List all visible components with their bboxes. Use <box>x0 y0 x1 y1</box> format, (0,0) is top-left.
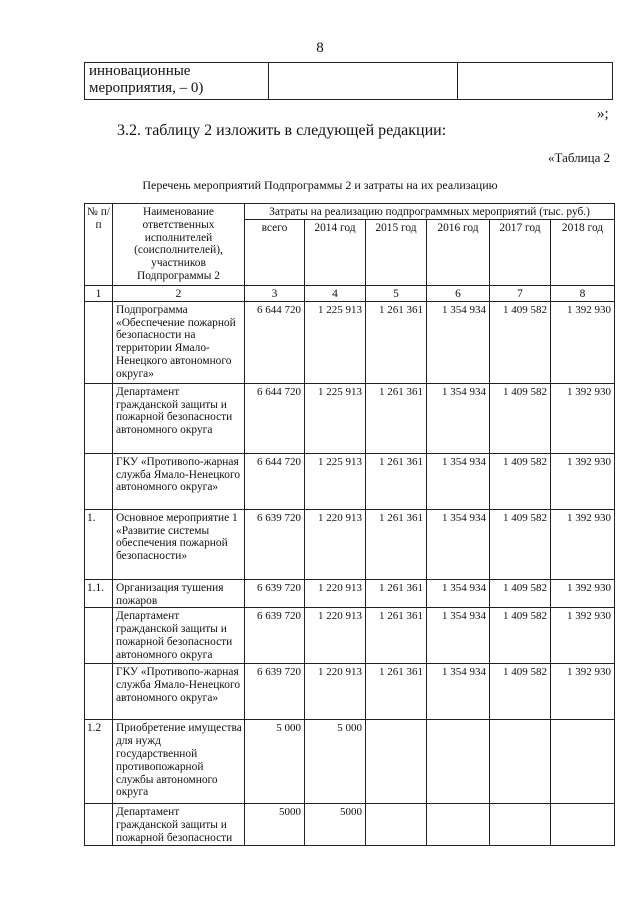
row-value: 5000 <box>305 804 366 845</box>
row-number <box>85 301 113 383</box>
col-number: 8 <box>551 286 615 302</box>
row-value: 5 000 <box>245 720 305 804</box>
previous-table-fragment <box>84 62 613 100</box>
row-value: 1 409 582 <box>490 608 551 664</box>
row-value: 1 354 934 <box>427 608 490 664</box>
header-2016: 2016 год <box>427 220 490 286</box>
row-value: 1 392 930 <box>551 301 615 383</box>
row-value: 1 354 934 <box>427 301 490 383</box>
row-name: Департамент гражданской защиты и пожарной безопасности автономного округа <box>113 383 245 453</box>
row-value: 1 225 913 <box>305 453 366 509</box>
row-number <box>85 664 113 720</box>
header-2018: 2018 год <box>551 220 615 286</box>
row-name: ГКУ «Противопо-жарная служба Ямало-Ненецкого автономного округа» <box>113 664 245 720</box>
row-value: 6 644 720 <box>245 453 305 509</box>
row-value: 5000 <box>245 804 305 845</box>
table-row <box>85 608 615 664</box>
row-name: Департамент гражданской защиты и пожарной безопасности автономного округа <box>113 608 245 664</box>
table-row <box>85 720 615 804</box>
row-number: 1. <box>85 509 113 579</box>
row-value: 1 225 913 <box>305 383 366 453</box>
row-value <box>490 804 551 845</box>
row-name: Организация тушения пожаров <box>113 579 245 608</box>
row-value: 1 220 913 <box>305 608 366 664</box>
table-row <box>85 453 615 509</box>
row-value <box>427 804 490 845</box>
col-number: 2 <box>113 286 245 302</box>
row-value <box>551 720 615 804</box>
row-value <box>490 720 551 804</box>
row-value: 1 261 361 <box>366 608 427 664</box>
col-number: 7 <box>490 286 551 302</box>
row-value: 1 354 934 <box>427 453 490 509</box>
table-label: «Таблица 2 <box>548 150 611 165</box>
row-value: 1 392 930 <box>551 453 615 509</box>
row-value: 1 409 582 <box>490 453 551 509</box>
fragment-cell-text: инновационные мероприятия, – 0) <box>85 63 269 100</box>
row-name: ГКУ «Противопо-жарная служба Ямало-Ненецкого автономного округа» <box>113 453 245 509</box>
row-value: 1 409 582 <box>490 383 551 453</box>
header-2015: 2015 год <box>366 220 427 286</box>
row-value: 6 639 720 <box>245 664 305 720</box>
row-value: 1 392 930 <box>551 579 615 608</box>
row-number <box>85 383 113 453</box>
fragment-cell-empty <box>269 63 458 100</box>
row-value: 6 644 720 <box>245 383 305 453</box>
table-row <box>85 804 615 845</box>
row-value: 1 261 361 <box>366 579 427 608</box>
row-value <box>427 720 490 804</box>
row-value: 1 261 361 <box>366 301 427 383</box>
header-no: № п/п <box>85 204 113 286</box>
row-value: 5 000 <box>305 720 366 804</box>
header-total: всего <box>245 220 305 286</box>
row-number <box>85 608 113 664</box>
col-number: 6 <box>427 286 490 302</box>
col-number: 1 <box>85 286 113 302</box>
amendment-paragraph: 3.2. таблицу 2 изложить в следующей редакции: <box>117 122 447 139</box>
row-value: 6 644 720 <box>245 301 305 383</box>
row-value: 1 261 361 <box>366 509 427 579</box>
row-number <box>85 804 113 845</box>
col-number: 4 <box>305 286 366 302</box>
row-number: 1.2 <box>85 720 113 804</box>
table-row <box>85 383 615 453</box>
row-value: 6 639 720 <box>245 509 305 579</box>
table-row <box>85 301 615 383</box>
row-name: Подпрограмма «Обеспечение пожарной безопасности на территории Ямало-Ненецкого автономного округа» <box>113 301 245 383</box>
row-value: 1 220 913 <box>305 579 366 608</box>
row-number <box>85 453 113 509</box>
row-value: 1 261 361 <box>366 383 427 453</box>
row-value: 1 354 934 <box>427 509 490 579</box>
header-2014: 2014 год <box>305 220 366 286</box>
row-value: 1 261 361 <box>366 664 427 720</box>
row-value: 1 392 930 <box>551 664 615 720</box>
row-value: 1 220 913 <box>305 664 366 720</box>
row-value: 1 392 930 <box>551 383 615 453</box>
row-value: 1 392 930 <box>551 608 615 664</box>
costs-table <box>84 203 615 846</box>
table-row <box>85 509 615 579</box>
row-number: 1.1. <box>85 579 113 608</box>
row-value: 1 220 913 <box>305 509 366 579</box>
col-number: 5 <box>366 286 427 302</box>
row-name: Основное мероприятие 1 «Развитие системы обеспечения пожарной безопасности» <box>113 509 245 579</box>
row-value <box>551 804 615 845</box>
row-value: 1 261 361 <box>366 453 427 509</box>
row-name: Департамент гражданской защиты и пожарной безопасности <box>113 804 245 845</box>
row-value: 1 409 582 <box>490 579 551 608</box>
header-2017: 2017 год <box>490 220 551 286</box>
header-name: Наименование ответственных исполнителей (соисполнителей), участников Подпрограммы 2 <box>113 204 245 286</box>
page-number: 8 <box>316 40 324 56</box>
row-value: 1 225 913 <box>305 301 366 383</box>
row-value: 1 354 934 <box>427 664 490 720</box>
row-value: 1 392 930 <box>551 509 615 579</box>
row-value: 1 409 582 <box>490 664 551 720</box>
row-value: 1 354 934 <box>427 383 490 453</box>
row-value: 1 409 582 <box>490 301 551 383</box>
header-costs-group: Затраты на реализацию подпрограммных мероприятий (тыс. руб.) <box>245 204 615 220</box>
col-number: 3 <box>245 286 305 302</box>
table-row <box>85 664 615 720</box>
row-value <box>366 720 427 804</box>
row-name: Приобретение имущества для нужд государственной противопожарной службы автономного округа <box>113 720 245 804</box>
closing-mark: »; <box>597 106 609 122</box>
row-value: 6 639 720 <box>245 608 305 664</box>
table-caption: Перечень мероприятий Подпрограммы 2 и затраты на их реализацию <box>142 178 498 192</box>
table-row <box>85 579 615 608</box>
fragment-cell-empty <box>458 63 613 100</box>
row-value: 1 354 934 <box>427 579 490 608</box>
row-value <box>366 804 427 845</box>
row-value: 6 639 720 <box>245 579 305 608</box>
row-value: 1 409 582 <box>490 509 551 579</box>
